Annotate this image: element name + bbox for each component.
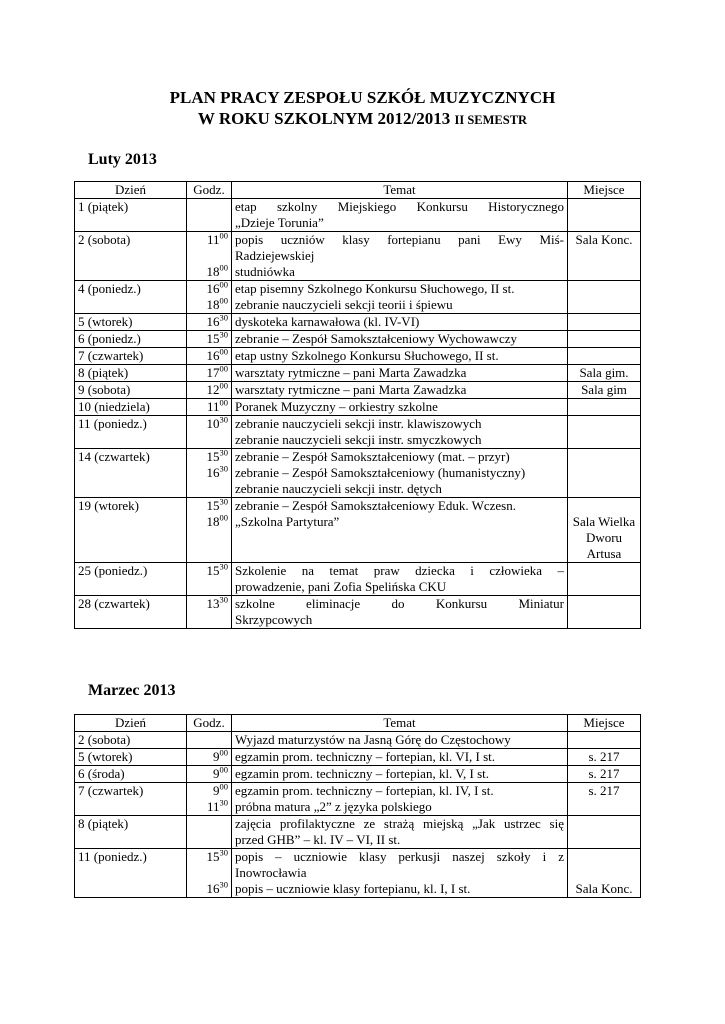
topic-cell [232, 199, 568, 232]
time-value [190, 232, 228, 248]
title-line-1: PLAN PRACY ZESPOŁU SZKÓŁ MUZYCZNYCH [169, 88, 556, 107]
place-cell [568, 749, 641, 766]
time-value [190, 849, 228, 865]
place-cell [568, 331, 641, 348]
time-minutes: 00 [219, 346, 228, 357]
time-value [190, 749, 228, 765]
table-row [75, 416, 641, 449]
title-year: W ROKU SZKOLNYM 2012/2013 [197, 109, 451, 128]
place-text [571, 849, 637, 865]
place-text: Sala Konc. [575, 881, 633, 896]
topic-text: Inowrocławia [235, 865, 307, 880]
hour-cell [187, 449, 232, 498]
topic-cell [232, 348, 568, 365]
day-cell: 11 (poniedz.) [75, 849, 187, 898]
time-value [190, 766, 228, 782]
time-value [190, 382, 228, 398]
time-minutes: 00 [219, 279, 228, 290]
topic-cell [232, 365, 568, 382]
time-value [190, 465, 228, 481]
day-cell: 7 (czwartek) [75, 783, 187, 816]
time-hour: 9 [213, 783, 220, 798]
time-value [190, 881, 228, 897]
day-cell: 25 (poniedz.) [75, 563, 187, 596]
time-value [190, 449, 228, 465]
time-hour: 18 [206, 264, 220, 279]
day-cell: 8 (piątek) [75, 816, 187, 849]
hour-cell [187, 331, 232, 348]
place-text: s. 217 [588, 783, 620, 798]
place-cell [568, 348, 641, 365]
topic-text: warsztaty rytmiczne – pani Marta Zawadzka [235, 365, 467, 380]
place-cell [568, 596, 641, 629]
time-hour: 17 [206, 365, 220, 380]
time-value [190, 399, 228, 415]
time-hour: 16 [206, 348, 220, 363]
time-hour: 10 [206, 416, 220, 431]
topic-text: egzamin prom. techniczny – fortepian, kl. VI, I st. [235, 749, 496, 764]
time-hour: 12 [206, 382, 220, 397]
table-row [75, 596, 641, 629]
hour-cell [187, 766, 232, 783]
topic-text: prowadzenie, pani Zofia Spelińska CKU [235, 579, 447, 594]
hour-cell [187, 498, 232, 563]
topic-text: przed GHB” – kl. IV – VI, II st. [235, 832, 401, 847]
table-row [75, 331, 641, 348]
hour-cell [187, 783, 232, 816]
place-text: Sala gim [581, 382, 627, 397]
place-text: s. 217 [588, 749, 620, 764]
topic-cell [232, 331, 568, 348]
place-cell [568, 498, 641, 563]
topic-text: szkolne eliminacje do Konkursu Miniatur [235, 596, 564, 611]
table-row [75, 281, 641, 314]
place-cell [568, 399, 641, 416]
topic-text: egzamin prom. techniczny – fortepian, kl. V, I st. [235, 766, 490, 781]
time-value [190, 514, 228, 530]
day-cell: 11 (poniedz.) [75, 416, 187, 449]
time-hour: 15 [206, 498, 220, 513]
time-value [190, 348, 228, 364]
place-cell [568, 449, 641, 498]
topic-cell [232, 732, 568, 749]
topic-text: zebranie nauczycieli sekcji instr. smyczkowych [235, 432, 482, 447]
day-cell: 6 (poniedz.) [75, 331, 187, 348]
hour-cell [187, 365, 232, 382]
topic-text: zebranie – Zespół Samokształceniowy Wychowawczy [235, 331, 517, 346]
topic-text: zebranie – Zespół Samokształceniowy (humanistyczny) [235, 465, 526, 480]
day-cell: 9 (sobota) [75, 382, 187, 399]
topic-text: „Szkolna Partytura” [235, 514, 340, 529]
day-cell: 19 (wtorek) [75, 498, 187, 563]
topic-text: etap szkolny Miejskiego Konkursu Historycznego [235, 199, 564, 214]
place-cell [568, 365, 641, 382]
topic-text: egzamin prom. techniczny – fortepian, kl. IV, I st. [235, 783, 494, 798]
topic-cell [232, 766, 568, 783]
time-minutes: 00 [219, 781, 228, 792]
header-hour: Godz. [187, 182, 232, 199]
table-row [75, 849, 641, 898]
topic-text: zebranie – Zespół Samokształceniowy Eduk. Wczesn. [235, 498, 516, 513]
time-hour: 15 [206, 331, 220, 346]
time-minutes: 00 [219, 512, 228, 523]
schedule-table-luty [74, 181, 641, 629]
topic-cell [232, 232, 568, 281]
topic-text: popis uczniów klasy fortepianu pani Ewy Miś- [235, 232, 564, 247]
topic-text: zebranie – Zespół Samokształceniowy (mat. – przyr) [235, 449, 510, 464]
topic-text: „Dzieje Torunia” [235, 215, 324, 230]
time-hour: 18 [206, 297, 220, 312]
table-row [75, 783, 641, 816]
time-hour: 13 [206, 596, 220, 611]
table-row [75, 314, 641, 331]
topic-cell [232, 816, 568, 849]
place-cell [568, 766, 641, 783]
time-minutes: 30 [219, 879, 228, 890]
time-hour: 15 [206, 563, 220, 578]
schedule-table-marzec [74, 714, 641, 898]
time-value [190, 248, 228, 264]
time-hour: 11 [206, 232, 220, 247]
header-place: Miejsce [568, 715, 641, 732]
hour-cell [187, 348, 232, 365]
topic-cell [232, 783, 568, 816]
time-hour: 16 [206, 314, 220, 329]
time-value [190, 498, 228, 514]
place-cell [568, 314, 641, 331]
day-cell: 2 (sobota) [75, 232, 187, 281]
day-cell: 1 (piątek) [75, 199, 187, 232]
topic-text: popis – uczniowie klasy perkusji naszej szkoły i z [235, 849, 564, 864]
topic-text: Poranek Muzyczny – orkiestry szkolne [235, 399, 438, 414]
topic-text: zebranie nauczycieli sekcji instr. dętych [235, 481, 442, 496]
time-minutes: 30 [219, 414, 228, 425]
topic-cell [232, 849, 568, 898]
hour-cell [187, 749, 232, 766]
topic-cell [232, 281, 568, 314]
time-minutes: 30 [219, 594, 228, 605]
topic-cell [232, 498, 568, 563]
place-cell [568, 382, 641, 399]
time-minutes: 00 [219, 230, 228, 241]
topic-text: etap ustny Szkolnego Konkursu Słuchowego, II st. [235, 348, 499, 363]
time-value [190, 799, 228, 815]
time-hour: 18 [206, 514, 220, 529]
place-text: Sala gim. [579, 365, 629, 380]
table-row [75, 498, 641, 563]
time-value [190, 264, 228, 280]
topic-text: zebranie nauczycieli sekcji instr. klawiszowych [235, 416, 482, 431]
time-hour: 11 [206, 799, 220, 814]
place-text: s. 217 [588, 766, 620, 781]
hour-cell [187, 563, 232, 596]
table-row [75, 449, 641, 498]
hour-cell [187, 399, 232, 416]
table-row [75, 348, 641, 365]
time-value [190, 297, 228, 313]
place-cell [568, 281, 641, 314]
topic-cell [232, 399, 568, 416]
time-minutes: 30 [219, 312, 228, 323]
day-cell: 10 (niedziela) [75, 399, 187, 416]
section-heading-luty: Luty 2013 [88, 151, 157, 168]
hour-cell [187, 816, 232, 849]
document-title [0, 87, 725, 131]
place-cell [568, 563, 641, 596]
hour-cell [187, 416, 232, 449]
topic-cell [232, 382, 568, 399]
place-text [571, 498, 637, 514]
table-header-row [75, 182, 641, 199]
table-row [75, 749, 641, 766]
place-cell [568, 732, 641, 749]
time-value [190, 416, 228, 432]
header-topic: Temat [232, 182, 568, 199]
day-cell: 28 (czwartek) [75, 596, 187, 629]
topic-text: popis – uczniowie klasy fortepianu, kl. I, I st. [235, 881, 471, 896]
time-value [190, 281, 228, 297]
hour-cell [187, 732, 232, 749]
time-minutes: 00 [219, 363, 228, 374]
header-day: Dzień [75, 182, 187, 199]
time-minutes: 30 [219, 496, 228, 507]
time-minutes: 00 [219, 747, 228, 758]
section-heading-marzec: Marzec 2013 [88, 682, 176, 699]
table-row [75, 365, 641, 382]
header-hour: Godz. [187, 715, 232, 732]
table-row [75, 732, 641, 749]
time-hour: 11 [206, 399, 220, 414]
day-cell: 4 (poniedz.) [75, 281, 187, 314]
hour-cell [187, 849, 232, 898]
place-cell [568, 199, 641, 232]
topic-text: studniówka [235, 264, 295, 279]
time-value [190, 331, 228, 347]
topic-text: zebranie nauczycieli sekcji teorii i śpiewu [235, 297, 453, 312]
time-minutes: 00 [219, 295, 228, 306]
day-cell: 14 (czwartek) [75, 449, 187, 498]
header-place: Miejsce [568, 182, 641, 199]
place-cell [568, 816, 641, 849]
place-cell [568, 232, 641, 281]
title-semester: II SEMESTR [454, 113, 528, 127]
header-topic: Temat [232, 715, 568, 732]
time-minutes: 30 [219, 797, 228, 808]
day-cell: 6 (środa) [75, 766, 187, 783]
time-minutes: 30 [219, 329, 228, 340]
time-minutes: 30 [219, 463, 228, 474]
time-minutes: 00 [219, 262, 228, 273]
day-cell: 8 (piątek) [75, 365, 187, 382]
topic-text: dyskoteka karnawałowa (kl. IV-VI) [235, 314, 420, 329]
day-cell: 5 (wtorek) [75, 314, 187, 331]
time-hour: 9 [213, 749, 220, 764]
hour-cell [187, 199, 232, 232]
place-cell [568, 416, 641, 449]
hour-cell [187, 281, 232, 314]
topic-text: Wyjazd maturzystów na Jasną Górę do Częstochowy [235, 732, 511, 747]
time-minutes: 00 [219, 380, 228, 391]
topic-text: zajęcia profilaktyczne ze strażą miejską „Jak ustrzec się [235, 816, 564, 831]
place-text: Dworu Artusa [585, 530, 623, 561]
topic-cell [232, 416, 568, 449]
topic-text: Szkolenie na temat praw dziecka i człowieka – [235, 563, 564, 578]
hour-cell [187, 314, 232, 331]
topic-text: etap pisemny Szkolnego Konkursu Słuchowego, II st. [235, 281, 515, 296]
topic-text: próbna matura „2” z języka polskiego [235, 799, 432, 814]
hour-cell [187, 382, 232, 399]
time-value [190, 865, 228, 881]
hour-cell [187, 596, 232, 629]
topic-cell [232, 449, 568, 498]
place-text: Sala Konc. [575, 232, 633, 247]
time-minutes: 00 [219, 397, 228, 408]
time-hour: 16 [206, 281, 220, 296]
table-header-row [75, 715, 641, 732]
topic-cell [232, 749, 568, 766]
table-row [75, 199, 641, 232]
time-hour: 9 [213, 766, 220, 781]
topic-text: warsztaty rytmiczne – pani Marta Zawadzka [235, 382, 467, 397]
time-hour: 16 [206, 465, 220, 480]
time-value [190, 783, 228, 799]
time-minutes: 00 [219, 764, 228, 775]
time-minutes: 30 [219, 561, 228, 572]
day-cell: 7 (czwartek) [75, 348, 187, 365]
time-minutes: 30 [219, 847, 228, 858]
topic-text: Radziejewskiej [235, 248, 315, 263]
day-cell: 5 (wtorek) [75, 749, 187, 766]
header-day: Dzień [75, 715, 187, 732]
place-text: Sala Wielka [572, 514, 636, 529]
topic-cell [232, 314, 568, 331]
topic-cell [232, 563, 568, 596]
time-value [190, 596, 228, 612]
time-value [190, 563, 228, 579]
table-row [75, 232, 641, 281]
day-cell: 2 (sobota) [75, 732, 187, 749]
table-row [75, 766, 641, 783]
topic-text: Skrzypcowych [235, 612, 313, 627]
time-minutes: 30 [219, 447, 228, 458]
hour-cell [187, 232, 232, 281]
table-row [75, 563, 641, 596]
time-hour: 16 [206, 881, 220, 896]
table-row [75, 816, 641, 849]
time-hour: 15 [206, 849, 220, 864]
table-row [75, 382, 641, 399]
place-cell [568, 783, 641, 816]
time-value [190, 365, 228, 381]
title-line-2 [0, 108, 725, 131]
time-hour: 15 [206, 449, 220, 464]
place-cell [568, 849, 641, 898]
place-text [571, 865, 637, 881]
table-row [75, 399, 641, 416]
time-value [190, 314, 228, 330]
topic-cell [232, 596, 568, 629]
